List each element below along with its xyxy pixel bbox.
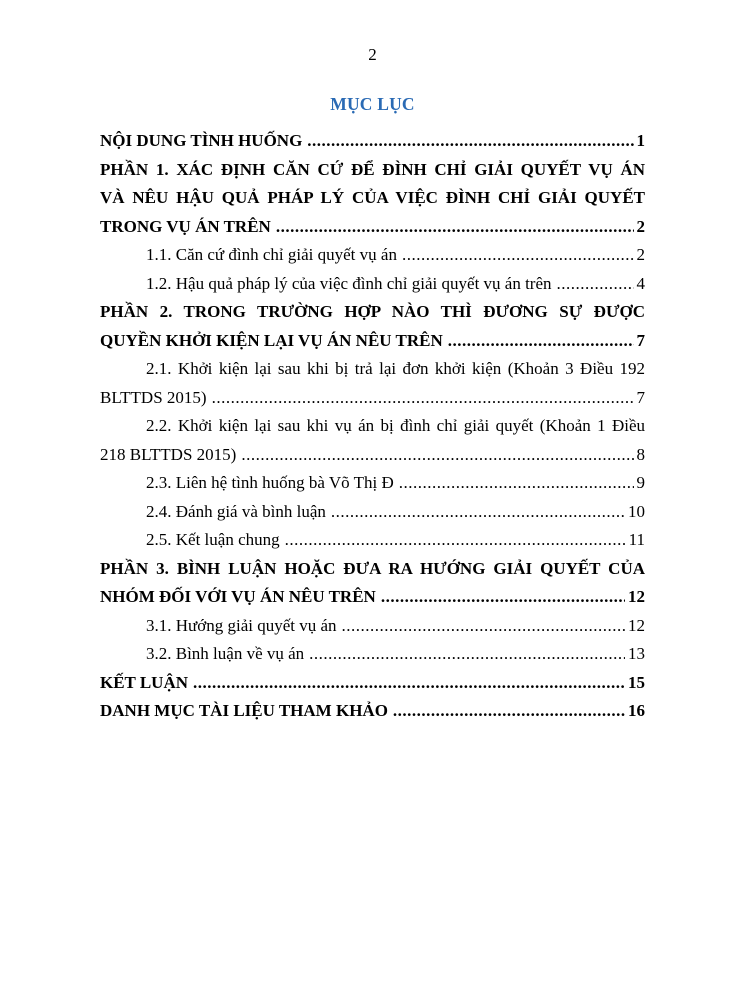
dot-leader xyxy=(402,241,634,270)
dot-leader xyxy=(381,583,625,612)
toc-entry xyxy=(100,612,645,641)
dot-leader xyxy=(212,384,634,413)
toc-entry-title: BLTTDS 2015) xyxy=(100,387,207,407)
toc-line xyxy=(100,640,645,669)
table-of-contents xyxy=(100,127,645,726)
toc-entry-title: DANH MỤC TÀI LIỆU THAM KHẢO xyxy=(100,701,388,720)
toc-line xyxy=(100,669,645,698)
toc-entry-title: 2.5. Kết luận chung xyxy=(146,530,280,549)
toc-page-number: 10 xyxy=(628,501,645,521)
dot-leader xyxy=(309,640,625,669)
dot-leader xyxy=(448,327,634,356)
toc-page-number: 2 xyxy=(636,245,645,264)
toc-page-number: 7 xyxy=(636,330,645,350)
toc-entry-title: 1.2. Hậu quả pháp lý của việc đình chỉ giải quyết vụ án trên xyxy=(146,273,552,293)
toc-line xyxy=(100,127,645,156)
toc-page-number: 12 xyxy=(628,587,645,606)
toc-entry-title: 3.1. Hướng giải quyết vụ án xyxy=(146,615,337,635)
toc-line xyxy=(100,583,645,612)
toc-entry xyxy=(100,127,645,156)
dot-leader xyxy=(193,669,625,698)
toc-entry-title: 1.1. Căn cứ đình chỉ giải quyết vụ án xyxy=(146,245,397,264)
toc-entry xyxy=(100,555,645,612)
toc-line xyxy=(100,327,645,356)
document-title: MỤC LỤC xyxy=(330,94,415,114)
toc-line xyxy=(100,697,645,726)
toc-line xyxy=(100,498,645,527)
toc-page-number: 13 xyxy=(628,644,645,663)
toc-line xyxy=(100,213,645,242)
toc-entry-title: 3.2. Bình luận về vụ án xyxy=(146,644,305,663)
toc-page-number: 2 xyxy=(636,216,645,236)
toc-page-number: 11 xyxy=(628,530,645,549)
toc-entry xyxy=(100,241,645,270)
toc-entry-title: 2.4. Đánh giá và bình luận xyxy=(146,501,326,521)
toc-entry-title: 2.3. Liên hệ tình huống bà Võ Thị Đ xyxy=(146,473,394,492)
toc-page-number: 8 xyxy=(636,444,645,464)
toc-entry-title: NHÓM ĐỐI VỚI VỤ ÁN NÊU TRÊN xyxy=(100,587,376,606)
dot-leader xyxy=(241,441,633,470)
toc-line xyxy=(100,441,645,470)
toc-page-number: 12 xyxy=(628,615,645,635)
dot-leader xyxy=(276,213,634,242)
toc-page-number: 1 xyxy=(636,131,645,150)
toc-entry-title: 218 BLTTDS 2015) xyxy=(100,444,237,464)
toc-page-number: 16 xyxy=(628,701,645,720)
toc-entry-title: TRONG VỤ ÁN TRÊN xyxy=(100,216,271,236)
toc-entry xyxy=(100,469,645,498)
toc-line: PHẦN 3. BÌNH LUẬN HOẶC ĐƯA RA HƯỚNG GIẢI QUYẾT CỦA xyxy=(100,558,645,578)
toc-entry xyxy=(100,697,645,726)
dot-leader xyxy=(331,498,625,527)
toc-entry xyxy=(100,669,645,698)
toc-entry xyxy=(100,270,645,299)
page-number: 2 xyxy=(368,45,377,64)
toc-line: PHẦN 2. TRONG TRƯỜNG HỢP NÀO THÌ ĐƯƠNG SỰ ĐƯỢC xyxy=(100,302,645,321)
toc-line xyxy=(100,384,645,413)
toc-line: VÀ NÊU HẬU QUẢ PHÁP LÝ CỦA VIỆC ĐÌNH CHỈ GIẢI QUYẾT xyxy=(100,188,645,207)
toc-page-number: 15 xyxy=(628,672,645,692)
toc-line xyxy=(100,526,645,555)
dot-leader xyxy=(285,526,626,555)
toc-entry-title: KẾT LUẬN xyxy=(100,672,189,692)
toc-entry xyxy=(100,298,645,355)
toc-entry-title: NỘI DUNG TÌNH HUỐNG xyxy=(100,131,303,150)
toc-entry xyxy=(100,355,645,412)
dot-leader xyxy=(399,469,634,498)
dot-leader xyxy=(557,270,634,299)
dot-leader xyxy=(393,697,625,726)
dot-leader xyxy=(307,127,633,156)
toc-line: PHẦN 1. XÁC ĐỊNH CĂN CỨ ĐỂ ĐÌNH CHỈ GIẢI QUYẾT VỤ ÁN xyxy=(100,159,645,179)
toc-line xyxy=(100,270,645,299)
toc-entry xyxy=(100,156,645,242)
toc-line xyxy=(100,612,645,641)
toc-line xyxy=(100,241,645,270)
dot-leader xyxy=(342,612,625,641)
toc-entry xyxy=(100,640,645,669)
toc-entry xyxy=(100,412,645,469)
toc-entry xyxy=(100,498,645,527)
toc-line: 2.1. Khởi kiện lại sau khi bị trả lại đơn khởi kiện (Khoản 3 Điều 192 xyxy=(146,359,645,378)
toc-page-number: 4 xyxy=(636,273,645,293)
toc-line: 2.2. Khởi kiện lại sau khi vụ án bị đình chỉ giải quyết (Khoản 1 Điều xyxy=(146,416,645,435)
toc-entry-title: QUYỀN KHỞI KIỆN LẠI VỤ ÁN NÊU TRÊN xyxy=(100,330,443,350)
toc-page-number: 7 xyxy=(636,387,645,407)
toc-line xyxy=(100,469,645,498)
toc-page-number: 9 xyxy=(636,473,645,492)
toc-entry xyxy=(100,526,645,555)
